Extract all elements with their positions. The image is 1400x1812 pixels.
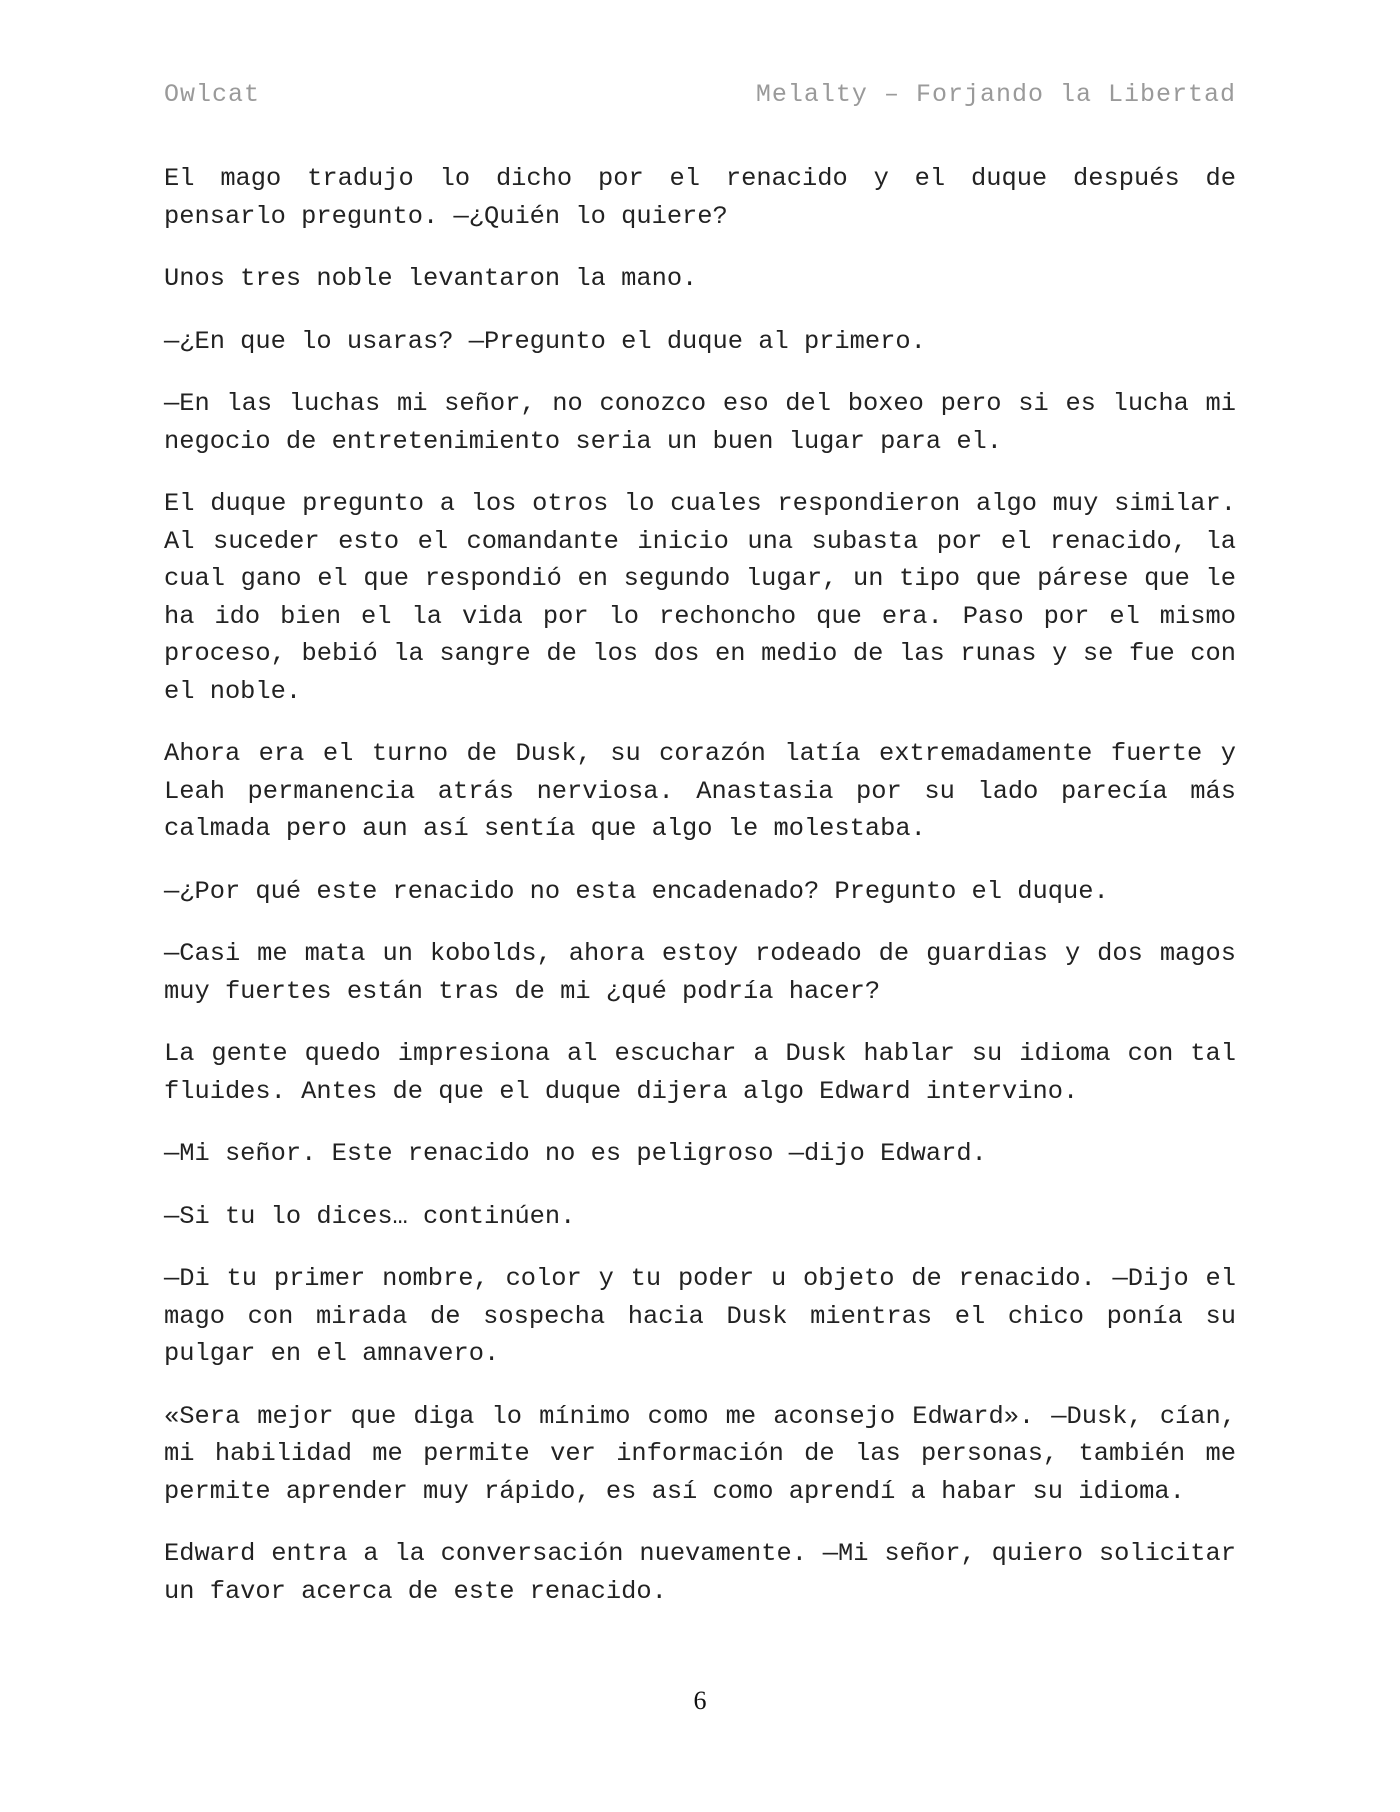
page-number: 6 <box>693 1686 707 1715</box>
paragraph: La gente quedo impresiona al escuchar a Dusk hablar su idioma con tal fluides. Antes de que el duque dijera algo Edward intervino. <box>164 1039 1236 1106</box>
paragraph: —Si tu lo dices… continúen. <box>164 1201 576 1231</box>
paragraph: —En las luchas mi señor, no conozco eso del boxeo pero si es lucha mi negocio de entretenimiento seria un buen lugar para el. <box>164 389 1236 456</box>
paragraph: —Casi me mata un kobolds, ahora estoy rodeado de guardias y dos magos muy fuertes están tras de mi ¿qué podría hacer? <box>164 939 1236 1006</box>
body-text <box>164 160 1236 1635</box>
paragraph: El duque pregunto a los otros lo cuales respondieron algo muy similar. Al suceder esto el comandante inicio una subasta por el renacido, la cual gano el que respondió en segundo lugar, un tipo que párese que le ha ido bien el la vida por lo rechoncho que era. Paso por el mismo proceso, bebió la sangre de los dos en medio de las runas y se fue con el noble. <box>164 489 1236 706</box>
paragraph: Unos tres noble levantaron la mano. <box>164 264 698 293</box>
paragraph: —¿En que lo usaras? —Pregunto el duque al primero. <box>164 326 926 356</box>
paragraph: Ahora era el turno de Dusk, su corazón latía extremadamente fuerte y Leah permanencia atrás nerviosa. Anastasia por su lado parecía más calmada pero aun así sentía que algo le molestaba. <box>164 739 1236 843</box>
running-header <box>164 80 1236 116</box>
paragraph: —Mi señor. Este renacido no es peligroso —dijo Edward. <box>164 1139 987 1168</box>
paragraph: «Sera mejor que diga lo mínimo como me aconsejo Edward». —Dusk, cían, mi habilidad me permite ver información de las personas, también me permite aprender muy rápido, es así como aprendí a habar su idioma. <box>164 1401 1236 1506</box>
header-author: Owlcat <box>164 80 261 109</box>
paragraph: —¿Por qué este renacido no esta encadenado? Pregunto el duque. <box>164 876 1109 906</box>
paragraph: Edward entra a la conversación nuevamente. —Mi señor, quiero solicitar un favor acerca de este renacido. <box>164 1539 1236 1606</box>
paragraph: El mago tradujo lo dicho por el renacido y el duque después de pensarlo pregunto. —¿Quién lo quiere? <box>164 164 1236 231</box>
header-book-title: Melalty – Forjando la Libertad <box>755 80 1236 109</box>
paragraph: —Di tu primer nombre, color y tu poder u objeto de renacido. —Dijo el mago con mirada de sospecha hacia Dusk mientras el chico ponía su pulgar en el amnavero. <box>164 1264 1236 1368</box>
